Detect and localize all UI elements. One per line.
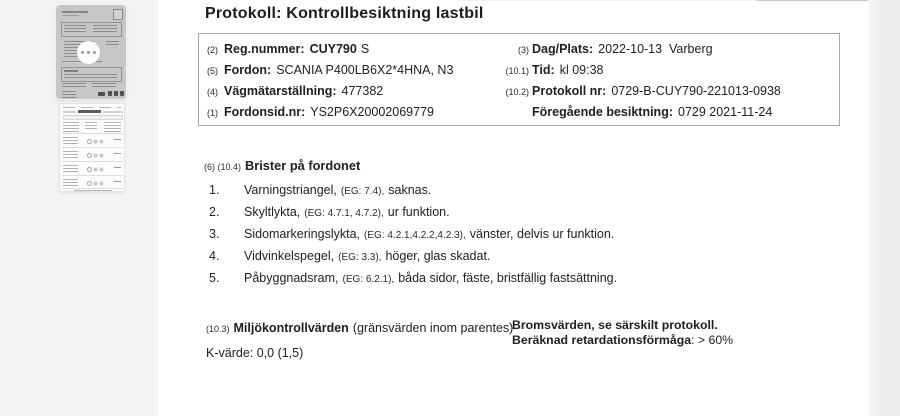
retardation-line: Beräknad retardationsförmåga: > 60%: [512, 332, 734, 347]
document-title: Protokoll: Kontrollbesiktning lastbil: [205, 5, 484, 22]
defect-item: 5. Påbyggnadsram, (EG: 6.2.1), båda sidor, fäste, bristfällig fastsättning.: [209, 271, 618, 285]
thumb-infobox: [61, 22, 122, 37]
viewer-right-gutter: [868, 0, 900, 416]
loading-spinner-icon: [77, 41, 100, 64]
k-value-line: K-värde: 0,0 (1,5): [206, 346, 304, 360]
defects-section: [204, 157, 617, 289]
defect-item: 2. Skyltlykta, (EG: 4.7.1, 4.7.2), ur funktion.: [209, 205, 450, 219]
thumb-table-row: [62, 135, 123, 147]
info-row-protokollnr: (10.2) Protokoll nr: 0729-B-CUY790-221013-0938: [505, 84, 781, 98]
brakes-note: Bromsvärden, se särskilt protokoll.: [512, 318, 718, 332]
info-row-vagmatarstallning: (4) Vägmätarställning: 477382: [207, 84, 384, 98]
thumb-title-line: [62, 11, 88, 13]
vehicle-info-box: [198, 33, 840, 126]
info-row-fordonsid: (1) Fordonsid.nr: YS2P6X20002069779: [207, 105, 434, 119]
thumb-subtitle-line: [62, 15, 79, 16]
info-row-fordon: (5) Fordon: SCANIA P400LB6X2*4HNA, N3: [207, 63, 454, 77]
info-row-dagplats: (3) Dag/Plats: 2022-10-13 Varberg: [518, 42, 713, 56]
thumb-section-box: [61, 67, 122, 82]
info-row-tid: (10.1) Tid: kl 09:38: [505, 63, 604, 77]
gauge-dots-icon: [87, 139, 92, 144]
defects-heading: (6) (10.4) Brister på fordonet: [204, 158, 361, 173]
thumbnail-sidebar: [0, 0, 158, 416]
thumb-footer-line: [74, 190, 112, 191]
info-row-foregaende: Föregående besiktning: 0729 2021-11-24: [532, 105, 773, 119]
page-thumbnail-1[interactable]: [56, 5, 126, 99]
gauge-dots-icon: [87, 167, 92, 172]
thumb-badge-icon: [113, 9, 123, 20]
thumb-table-row: [62, 163, 123, 175]
gauge-dots-icon: [87, 153, 92, 158]
page-thumbnail-2[interactable]: [59, 103, 125, 192]
document-page: [158, 0, 868, 416]
thumb-table-row: [62, 149, 123, 161]
environment-heading: (10.3) Miljökontrollvärden (gränsvärden inom parentes): [206, 321, 514, 335]
defects-list: [204, 179, 617, 289]
thumb-header-bar: [78, 110, 101, 113]
defect-item: 3. Sidomarkeringslykta, (EG: 4.2.1,4.2.2,4.2.3), vänster, delvis ur funktion.: [209, 227, 615, 241]
thumb-stamp-icons: [98, 90, 124, 96]
info-left-column: [207, 39, 453, 123]
info-right-column: [502, 39, 781, 123]
gauge-dots-icon: [87, 181, 92, 186]
defect-item: 4. Vidvinkelspegel, (EG: 3.3), höger, glas skadat.: [209, 249, 491, 263]
info-row-regnummer: (2) Reg.nummer: CUY790 S: [207, 42, 370, 56]
brakes-section: [512, 318, 733, 347]
defect-item: 1. Varningstriangel, (EG: 7.4), saknas.: [209, 183, 432, 197]
environment-section: [206, 320, 513, 361]
